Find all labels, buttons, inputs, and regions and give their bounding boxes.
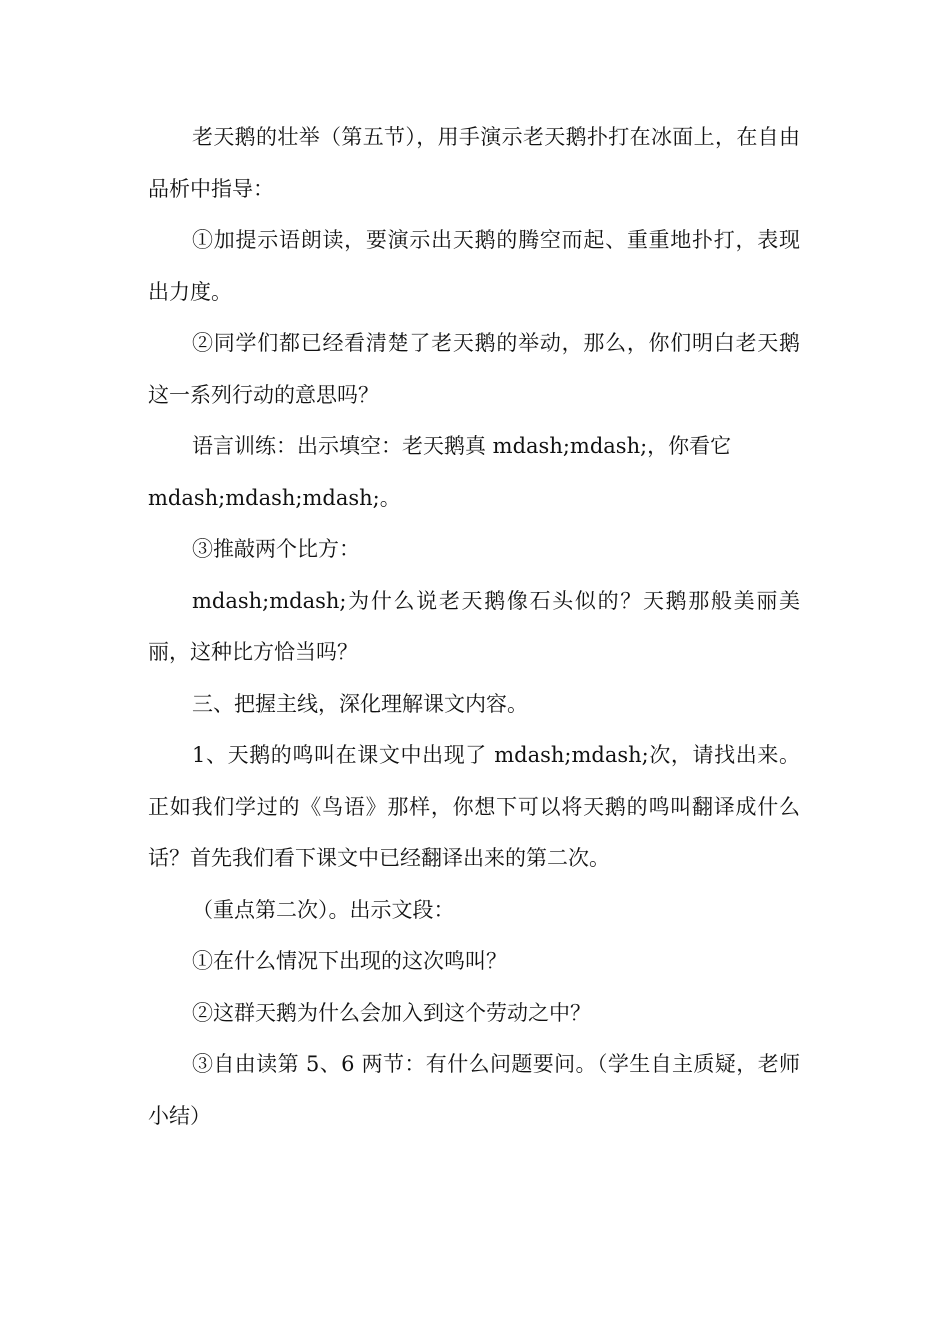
paragraph-9: 1、天鹅的鸣叫在课文中出现了 mdash;mdash;次，请找出来。正如我们学过的《鸟语》那样，你想下可以将天鹅的鸣叫翻译成什么话？首先我们看下课文中已经翻译出来的第二次。	[148, 743, 800, 870]
paragraph-13: ③自由读第 5、6 两节：有什么问题要问。（学生自主质疑，老师小结）	[148, 1052, 800, 1128]
document-body	[148, 112, 800, 1142]
paragraph-8: 三、把握主线，深化理解课文内容。	[192, 691, 528, 716]
paragraph-12: ②这群天鹅为什么会加入到这个劳动之中？	[192, 1000, 591, 1025]
paragraph-7: mdash;mdash;为什么说老天鹅像石头似的？天鹅那般美丽美丽，这种比方恰当吗？	[148, 588, 800, 664]
paragraph-10: （重点第二次）。出示文段：	[192, 897, 455, 922]
paragraph-6: ③推敲两个比方：	[192, 537, 360, 561]
paragraph-1: 老天鹅的壮举（第五节），用手演示老天鹅扑打在冰面上，在自由品析中指导：	[148, 125, 800, 201]
paragraph-5: mdash;mdash;mdash;。	[148, 485, 401, 510]
paragraph-11: ①在什么情况下出现的这次鸣叫？	[192, 949, 507, 973]
paragraph-2: ①加提示语朗读，要演示出天鹅的腾空而起、重重地扑打，表现出力度。	[148, 228, 800, 304]
paragraph-4: 语言训练：出示填空：老天鹅真 mdash;mdash;，你看它	[192, 434, 732, 458]
paragraph-3: ②同学们都已经看清楚了老天鹅的举动，那么，你们明白老天鹅这一系列行动的意思吗？	[148, 331, 800, 407]
